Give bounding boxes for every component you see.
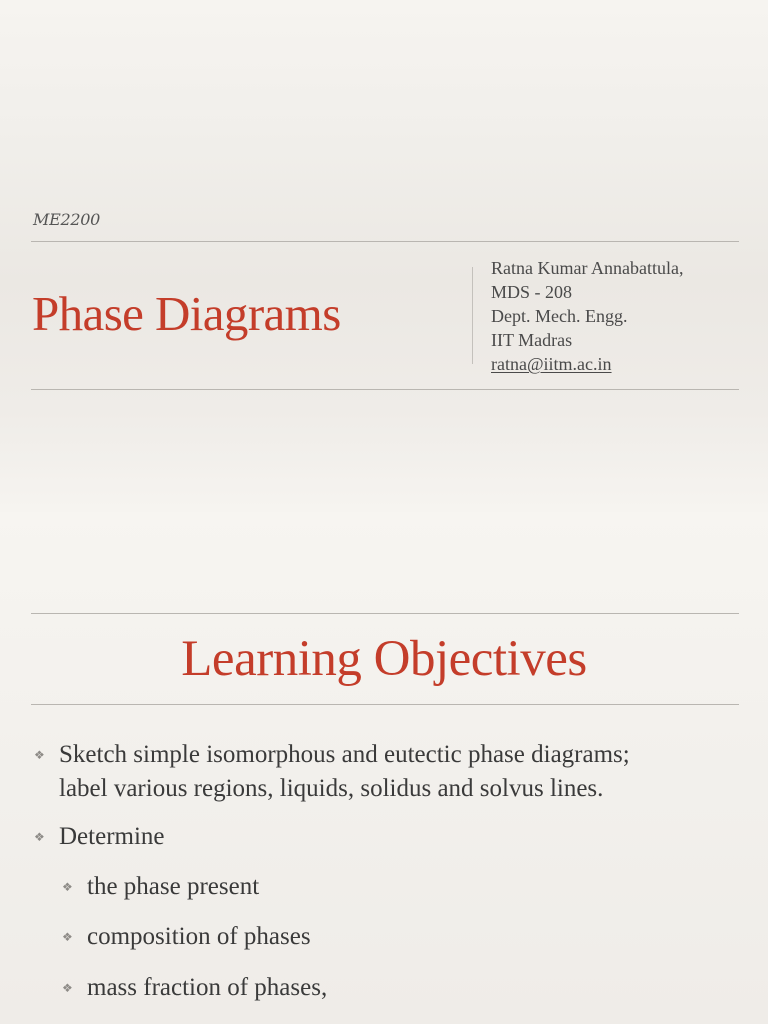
- bullet-text-line: label various regions, liquids, solidus and solvus lines.: [59, 775, 604, 802]
- sub-list-item: [62, 971, 327, 1005]
- sub-bullet-text: composition of phases: [87, 923, 311, 950]
- objectives-slide: [0, 512, 768, 1024]
- vertical-divider: [472, 267, 473, 364]
- diamond-bullet-icon: ❖: [34, 830, 45, 844]
- objectives-title: Learning Objectives: [181, 631, 587, 687]
- objectives-top-divider: [31, 613, 739, 614]
- course-code: ME2200: [33, 210, 100, 229]
- objectives-bottom-divider: [31, 704, 739, 705]
- author-institute: IIT Madras: [491, 330, 573, 350]
- list-item: [34, 820, 165, 854]
- diamond-bullet-icon: ❖: [62, 930, 73, 944]
- bottom-divider: [31, 389, 739, 390]
- sub-bullet-text: the phase present: [87, 873, 260, 900]
- sub-list-item: [62, 920, 311, 954]
- diamond-bullet-icon: ❖: [62, 981, 73, 995]
- diamond-bullet-icon: ❖: [34, 748, 45, 762]
- list-item: [34, 738, 630, 806]
- slide-title: Phase Diagrams: [32, 286, 341, 341]
- author-office: MDS - 208: [491, 282, 573, 302]
- author-info: [491, 256, 751, 376]
- bullet-text-line: Sketch simple isomorphous and eutectic phase diagrams;: [59, 741, 630, 768]
- bullet-text: Determine: [59, 823, 165, 850]
- author-email-link[interactable]: ratna@iitm.ac.in: [491, 354, 612, 374]
- author-department: Dept. Mech. Engg.: [491, 306, 628, 326]
- top-divider: [31, 241, 739, 242]
- sub-list-item: [62, 870, 259, 904]
- sub-bullet-text: mass fraction of phases,: [87, 974, 328, 1001]
- author-name: Ratna Kumar Annabattula,: [491, 258, 684, 278]
- diamond-bullet-icon: ❖: [62, 880, 73, 894]
